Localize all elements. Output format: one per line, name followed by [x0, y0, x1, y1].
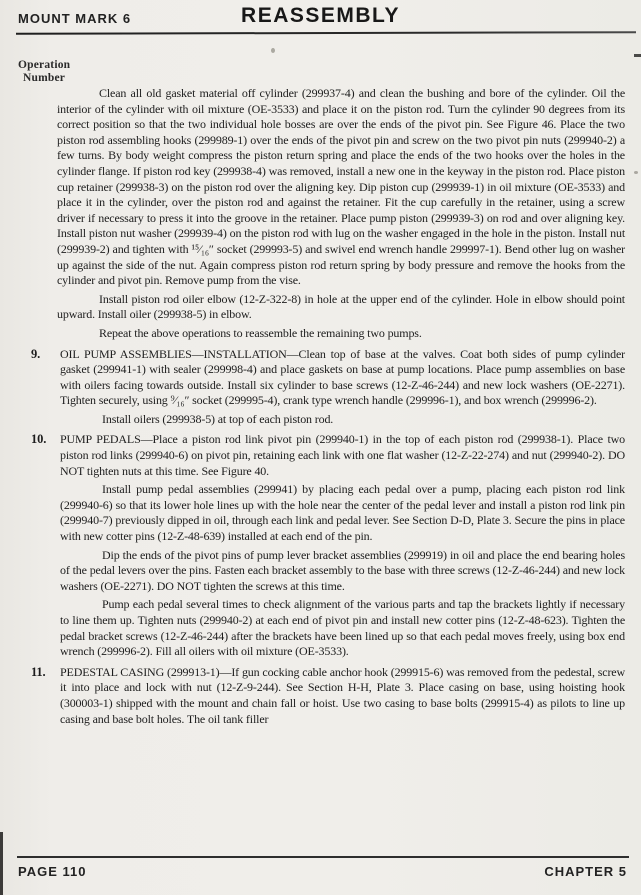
item-paragraph: PUMP PEDALS—Place a piston rod link pivot pin (299940-1) in the top of each piston rod (299938-1). Place two piston rod links (299940-6) on pivot pin, retaining each link with one flat washer (12-Z-22-274) and nut (299940-2). DO NOT tighten nuts at this time. See Figure 40.: [60, 432, 625, 478]
chapter-number: CHAPTER 5: [544, 864, 627, 879]
intro-paragraph: Install piston rod oiler elbow (12-Z-322-8) in hole at the upper end of the cylinder. Hole in elbow should point upward. Install oiler (299938-5) in elbow.: [57, 291, 625, 322]
operation-item-11: [31, 664, 625, 727]
scan-edge-artifact: [634, 54, 641, 57]
operation-number: 10.: [31, 432, 47, 447]
item-paragraph: Install pump pedal assemblies (299941) by placing each pedal over a pump, placing each piston rod link (299940-6) so that its lower hole lines up with the hole near the center of the pedal lever and install a piston rod link pin (299940-7) previously dipped in oil, through each link and pedal lever. See Section D-D, Plate 3. Secure the pins in place with new cotter pins (12-Z-48-639) installed at each end of the pin.: [60, 482, 625, 544]
item-paragraph: Pump each pedal several times to check alignment of the various parts and tap the brackets lightly if necessary to line them up. Tighten nuts (299940-2) at each end of pivot pin and install new cotter pins (12-Z-48-623). Tighten the pedal bracket screws (12-Z-46-244) after the brackets have been lined up so that each pedal moves freely, using box end wrench (299996-2). Fill all oilers with oil mixture (OE-3533).: [60, 597, 625, 659]
header-divider: [16, 31, 636, 35]
operation-number: 11.: [31, 664, 46, 679]
page-number: PAGE 110: [18, 864, 87, 879]
scan-edge-artifact: [0, 832, 3, 895]
operation-item-9: [31, 346, 625, 428]
header-mount-title: MOUNT MARK 6: [18, 11, 132, 26]
scan-speck-artifact: [271, 48, 275, 53]
item-paragraph: PEDESTAL CASING (299913-1)—If gun cocking cable anchor hook (299915-6) was removed from the pedestal, screw it into place and lock with nut (12-Z-9-244). See Section H-H, Plate 3. Place casing on base, using hoisting hook (300003-1) shipped with the mount and chain fall or hoist. Use two casing to base bolts (299915-4) as pilots to line up casing and base bolt holes. The oil tank filler: [60, 664, 625, 726]
intro-paragraph: Repeat the above operations to reassemble the remaining two pumps.: [99, 325, 422, 340]
operation-number: 9.: [31, 346, 41, 361]
item-paragraph: OIL PUMP ASSEMBLIES—INSTALLATION—Clean top of base at the valves. Coat both sides of pump cylinder gasket (299941-1) with sealer (299998-4) and place gaskets on base at pump locations. Place pump assemblies on base with oilers facing towards outside. Install six cylinder to base screws (12-Z-46-244) and new lock washers (OE-2271). Tighten securely, using ⁹⁄₁₆″ socket (299995-4), crank type wrench handle (299996-1), and box wrench (299996-2).: [60, 346, 625, 408]
operation-label-line1: Operation: [18, 59, 71, 71]
intro-paragraph: Clean all old gasket material off cylinder (299937-4) and clean the bushing and bore of the cylinder. Oil the interior of the cylinder with oil mixture (OE-3533) and place it on the piston rod. Turn the cylinder 90 degrees from its correct position so that the two individual hole bosses are over the ends of the pivot pin. See Figure 46. Place the two piston rod assembling hooks (299989-1) over the ends of the pivot pin and screw on the two pivot pin nuts (299940-2) a few turns. By body weight compress the piston return spring and place the ends of the two hooks over the holes in the cylinder flange. If piston rod key (299938-4) was removed, install a new one in the keyway in the piston rod. Place piston cup retainer (299938-3) on the piston rod over the aligning key. Dip piston cup (299939-1) in oil mixture (OE-3533) and place it in the cylinder, over the piston rod and against the retainer. Fit the cup carefully in the retainer, using a screw driver if necessary to press it into the groove in the retainer. Place pump piston (299939-3) on rod and over aligning key. Install piston nut washer (299939-4) on the piston rod with lug on the washer engaged in the hole in the piston. Install nut (299939-2) and tighten with ¹⁵⁄₁₆″ socket (299993-5) and swivel end wrench handle 299997-1). Bend other lug on washer up against the side of the nut. Again compress piston rod return spring by body pressure and remove the hooks from the cylinder and pivot pin. Remove pump from the vise.: [57, 86, 625, 288]
item-paragraph: Dip the ends of the pivot pins of pump lever bracket assemblies (299919) in oil and place the end bearing holes of the pedal levers over the pins. Fasten each bracket assembly to the base with three screws (12-Z-46-244) and new lock washers (OE-2271). DO NOT tighten the screws at this time.: [60, 547, 625, 593]
operation-label-line2: Number: [23, 71, 66, 84]
operation-number-label: [18, 59, 70, 84]
body-text-block: [31, 86, 625, 730]
page-title: REASSEMBLY: [241, 4, 400, 27]
footer-divider: [17, 856, 629, 858]
scan-speck-artifact: [634, 171, 638, 174]
item-paragraph: Install oilers (299938-5) at top of each piston rod.: [102, 411, 334, 426]
operation-item-10: [31, 432, 625, 659]
